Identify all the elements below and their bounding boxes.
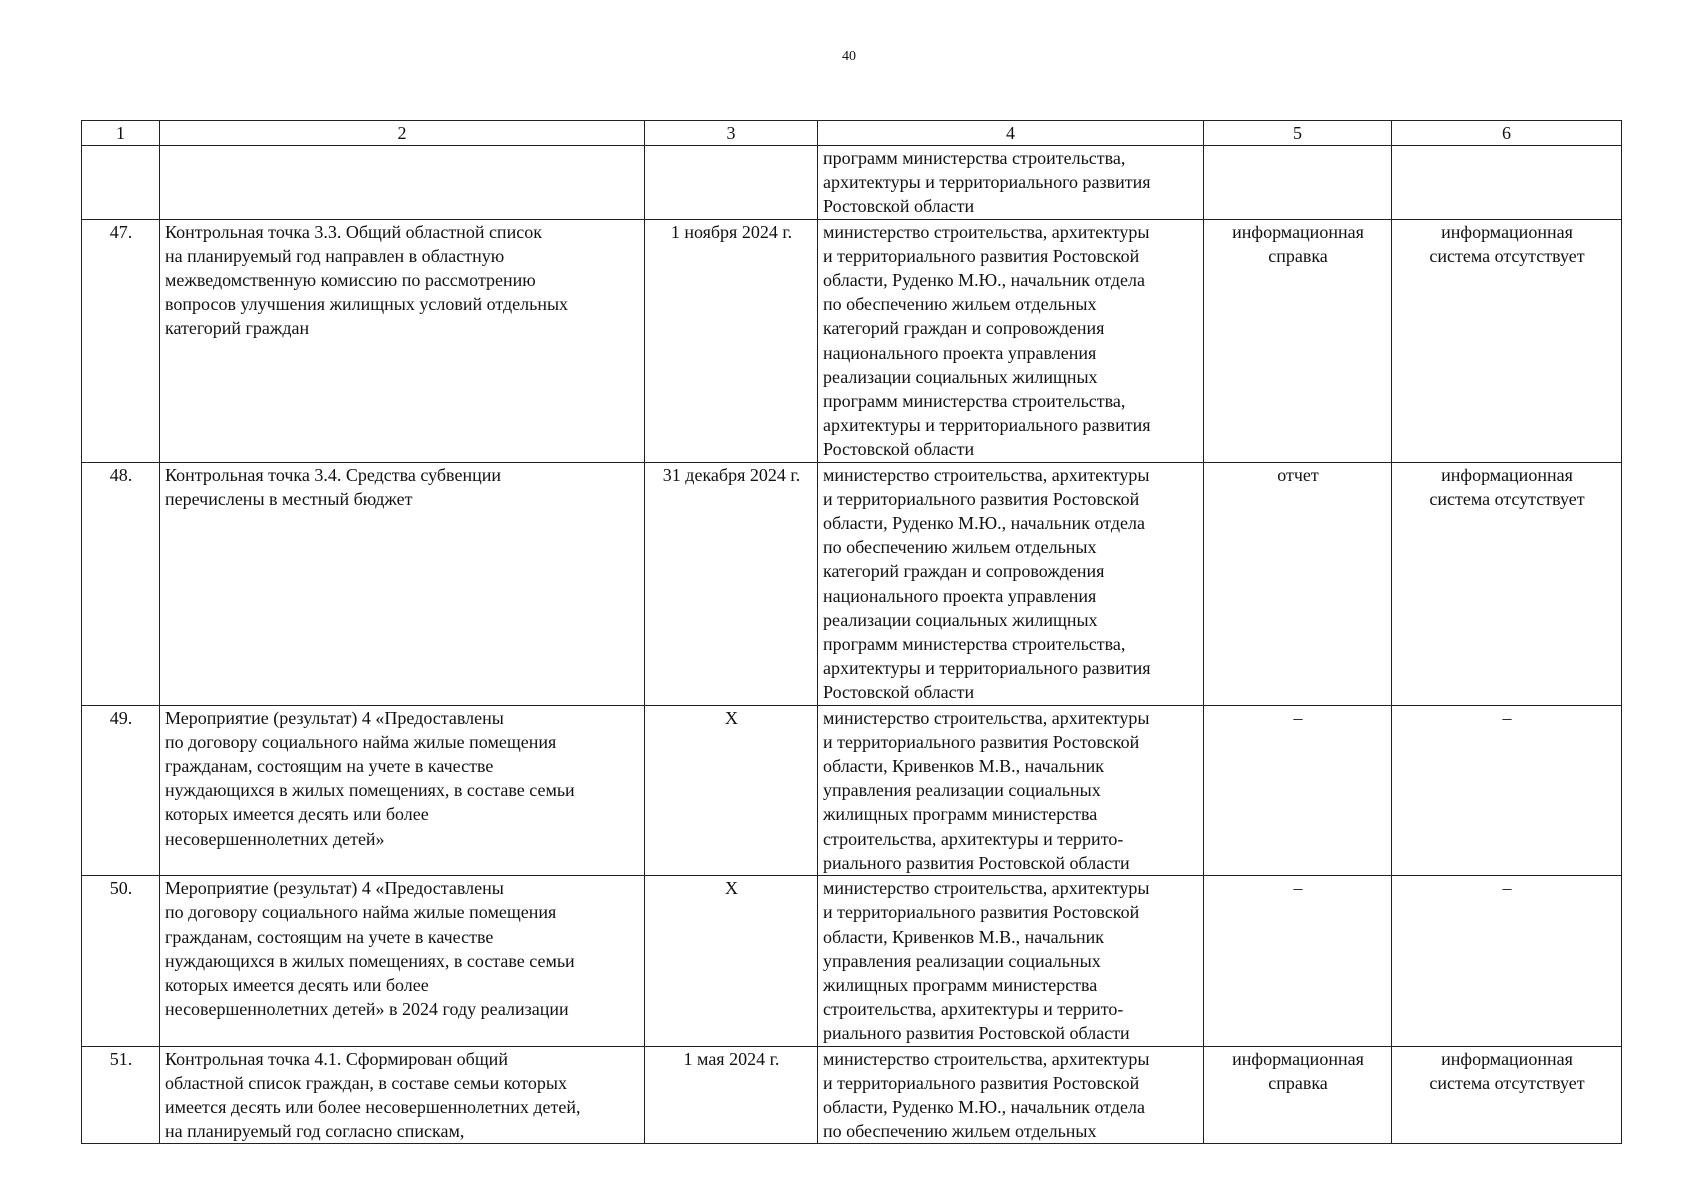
row-description	[160, 705, 645, 875]
plan-table	[81, 120, 1622, 1144]
row-number	[82, 876, 160, 1046]
row-responsible-text: министерство строительства, архитектуры и территориального развития Ростовской области, Руденко М.Ю., начальник отдела по обеспечению жильем отдельных	[823, 1048, 1150, 1142]
table-row	[82, 219, 1622, 462]
row-responsible-text: министерство строительства, архитектуры и территориального развития Ростовской области, Кривенков М.В., начальник управления реализации социальных жилищных программ министерства строительства, архитектуры и террито- риального развития Ростовской области	[823, 707, 1150, 873]
row-date	[645, 705, 818, 875]
row-description	[160, 219, 645, 462]
row-info-system	[1392, 462, 1622, 705]
header-row	[82, 121, 1622, 146]
row-responsible	[818, 1046, 1204, 1144]
row-document-type	[1204, 705, 1392, 875]
row-date-text: 1 ноября 2024 г.	[670, 221, 793, 242]
table-row	[82, 705, 1622, 875]
table-row	[82, 462, 1622, 705]
row-date-text: Х	[725, 707, 738, 728]
row-description	[160, 146, 645, 220]
row-responsible	[818, 876, 1204, 1046]
column-header-6: 6	[1392, 121, 1622, 146]
table-row	[82, 146, 1622, 220]
row-number	[82, 1046, 160, 1144]
row-document-type	[1204, 219, 1392, 462]
row-number	[82, 146, 160, 220]
row-number-text: 51.	[109, 1048, 133, 1069]
column-header-5: 5	[1204, 121, 1392, 146]
row-document-type-text: –	[1293, 707, 1303, 728]
row-responsible-text: министерство строительства, архитектуры и территориального развития Ростовской области, Руденко М.Ю., начальник отдела по обеспечению жильем отдельных категорий граждан и сопровождения национального проекта управления реализации социальных жилищных программ министерства строительства, архитектуры и территориального развития Ростовской области	[823, 464, 1151, 703]
row-date-text: 1 мая 2024 г.	[683, 1048, 780, 1069]
row-document-type-text: информационная справка	[1232, 221, 1364, 266]
row-document-type-text: отчет	[1277, 464, 1319, 485]
row-responsible	[818, 219, 1204, 462]
row-info-system	[1392, 146, 1622, 220]
row-date	[645, 1046, 818, 1144]
row-description-text: Контрольная точка 4.1. Сформирован общий областной список граждан, в составе семьи которых имеется десять или более несовершеннолетних детей, на планируемый год согласно спискам,	[165, 1048, 581, 1142]
row-responsible-text: программ министерства строительства, архитектуры и территориального развития Ростовской области	[823, 148, 1151, 217]
row-info-system-text: –	[1502, 878, 1512, 899]
column-header-4: 4	[818, 121, 1204, 146]
row-date	[645, 219, 818, 462]
row-info-system-text: информационная система отсутствует	[1429, 1048, 1585, 1093]
row-info-system-text: информационная система отсутствует	[1429, 221, 1585, 266]
row-info-system	[1392, 705, 1622, 875]
table-row	[82, 876, 1622, 1046]
row-info-system	[1392, 1046, 1622, 1144]
row-date-text: Х	[725, 878, 738, 899]
row-date	[645, 462, 818, 705]
row-responsible-text: министерство строительства, архитектуры и территориального развития Ростовской области, Руденко М.Ю., начальник отдела по обеспечению жильем отдельных категорий граждан и сопровождения национального проекта управления реализации социальных жилищных программ министерства строительства, архитектуры и территориального развития Ростовской области	[823, 221, 1151, 460]
row-info-system-text: –	[1502, 707, 1512, 728]
row-info-system	[1392, 219, 1622, 462]
row-document-type-text: информационная справка	[1232, 1048, 1364, 1093]
column-header-1: 1	[82, 121, 160, 146]
row-document-type-text: –	[1293, 878, 1303, 899]
row-document-type	[1204, 1046, 1392, 1144]
row-description-text: Контрольная точка 3.3. Общий областной список на планируемый год направлен в областную межведомственную комиссию по рассмотрению вопросов улучшения жилищных условий отдельных категорий граждан	[165, 221, 569, 339]
row-info-system-text: информационная система отсутствует	[1429, 464, 1585, 509]
row-document-type	[1204, 146, 1392, 220]
column-header-2: 2	[160, 121, 645, 146]
row-responsible	[818, 705, 1204, 875]
row-description	[160, 876, 645, 1046]
row-description	[160, 1046, 645, 1144]
row-document-type	[1204, 462, 1392, 705]
row-number-text: 49.	[109, 707, 133, 728]
row-description-text: Контрольная точка 3.4. Средства субвенции перечислены в местный бюджет	[165, 464, 501, 509]
row-number	[82, 219, 160, 462]
row-responsible-text: министерство строительства, архитектуры и территориального развития Ростовской области, Кривенков М.В., начальник управления реализации социальных жилищных программ министерства строительства, архитектуры и террито- риального развития Ростовской области	[823, 878, 1150, 1044]
row-number-text: 47.	[109, 221, 133, 242]
row-number-text: 48.	[109, 464, 133, 485]
row-description	[160, 462, 645, 705]
row-date	[645, 146, 818, 220]
page-number: 40	[842, 49, 856, 64]
row-description-text: Мероприятие (результат) 4 «Предоставлены по договору социального найма жилые помещения гражданам, состоящим на учете в качестве нуждающихся в жилых помещениях, в составе семьи которых имеется десять или более несовершеннолетних детей»	[165, 707, 575, 849]
row-info-system	[1392, 876, 1622, 1046]
row-responsible	[818, 462, 1204, 705]
row-date-text: 31 декабря 2024 г.	[662, 464, 801, 485]
row-description-text: Мероприятие (результат) 4 «Предоставлены по договору социального найма жилые помещения гражданам, состоящим на учете в качестве нуждающихся в жилых помещениях, в составе семьи которых имеется десять или более несовершеннолетних детей» в 2024 году реализации	[165, 878, 575, 1020]
row-responsible	[818, 146, 1204, 220]
row-number	[82, 462, 160, 705]
column-header-3: 3	[645, 121, 818, 146]
row-number-text: 50.	[109, 878, 133, 899]
table-row	[82, 1046, 1622, 1144]
row-document-type	[1204, 876, 1392, 1046]
row-number	[82, 705, 160, 875]
row-date	[645, 876, 818, 1046]
